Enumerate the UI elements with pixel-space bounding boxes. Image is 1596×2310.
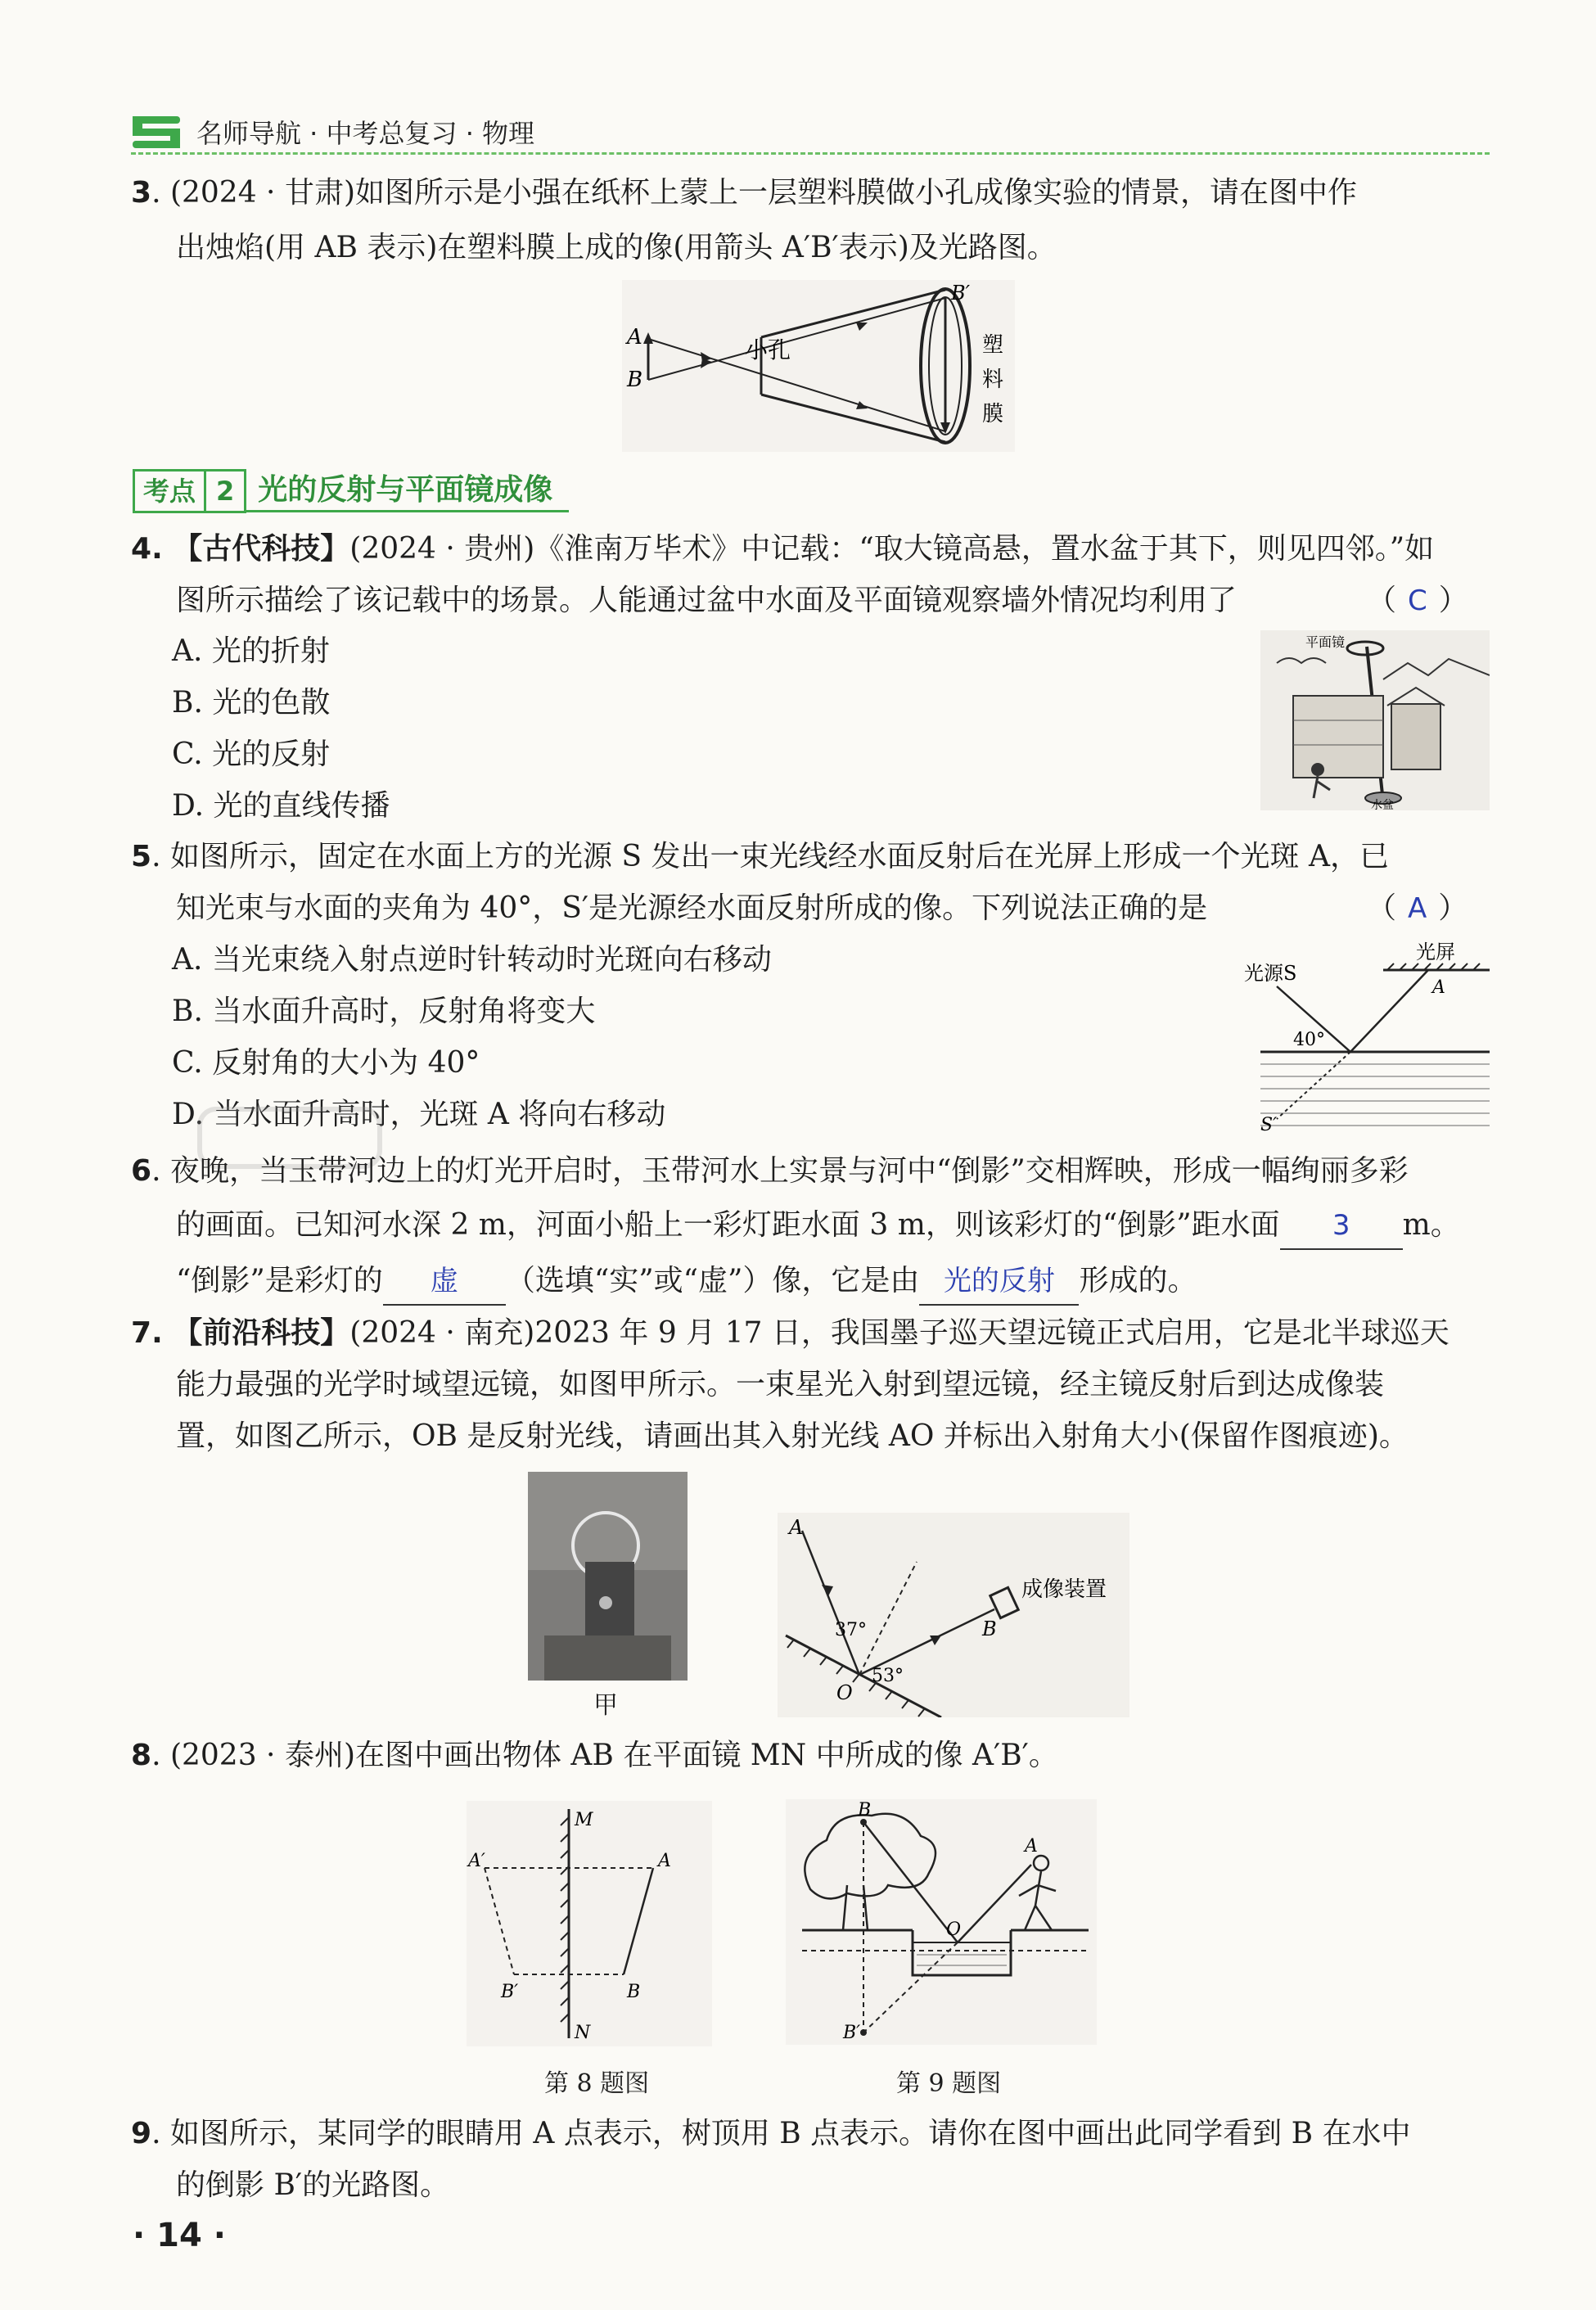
q5-option-d[interactable]: D. 当水面升高时，光斑 A 将向右移动 [172, 1098, 666, 1131]
book-stripes-icon [131, 115, 182, 151]
q6-text1: . 夜晚，当玉带河边上的灯光开启时，玉带河水上实景与河中“倒影”交相辉映，形成一幅绚丽多彩 [151, 1154, 1409, 1188]
q7-line3: 置，如图乙所示，OB 是反射光线，请画出其入射光线 AO 并标出入射角大小(保留作图痕迹)。 [176, 1419, 1409, 1453]
fig9-label-o: O [946, 1920, 962, 1940]
q4-option-c[interactable]: C. 光的反射 [172, 738, 331, 771]
fig3-label-a: A [627, 325, 642, 350]
q6-number: 6 [131, 1154, 152, 1188]
fig3-film1: 塑 [982, 333, 1004, 358]
fig3-label-bp: B′ [951, 282, 971, 305]
q3-figure [622, 280, 1015, 452]
section-heading [133, 468, 569, 514]
page-number: · 14 · [133, 2217, 226, 2254]
section-kaodian: 考点 [133, 469, 206, 513]
q8-text1: . (2023 · 泰州)在图中画出物体 AB 在平面镜 MN 中所成的像 A′B′。 [151, 1739, 1058, 1772]
q3-text1: . (2024 · 甘肃)如图所示是小强在纸杯上蒙上一层塑料膜做小孔成像实验的情景，请在图中作 [151, 176, 1357, 210]
fig8-label-bp: B′ [501, 1982, 519, 2002]
fig5-image: S′ [1260, 1115, 1278, 1134]
q4-tag: . 【古代科技】 [151, 532, 350, 566]
q6-line2 [176, 1200, 1460, 1251]
q6-text3c: 形成的。 [1079, 1264, 1197, 1297]
q3-line1 [131, 168, 1357, 219]
fig7-label-b: B [982, 1617, 997, 1640]
fig5-reflected-ray [1350, 970, 1428, 1052]
fig4-wall [1293, 696, 1383, 778]
fig5-angle: 40° [1293, 1030, 1325, 1050]
q5-line1 [131, 832, 1389, 882]
q7-tag: . 【前沿科技】 [151, 1316, 350, 1350]
fig8-label-ap: A′ [468, 1851, 485, 1871]
q6-blank2[interactable] [383, 1265, 506, 1306]
fig3-film3: 膜 [982, 402, 1004, 426]
fig5-spot: A [1432, 977, 1445, 998]
fig9-label-b: B [858, 1800, 872, 1820]
fig7-angle1: 37° [835, 1620, 867, 1640]
fig4-person-head [1311, 763, 1324, 776]
q4-text1: (2024 · 贵州)《淮南万毕术》中记载：“取大镜高悬，置水盆于其下，则见四邻。”如 [349, 532, 1435, 566]
q6-text2a: 的画面。已知河水深 2 m，河面小船上一彩灯距水面 3 m，则该彩灯的“倒影”距水面 [176, 1208, 1280, 1242]
fig8-label-n: N [575, 2023, 591, 2043]
fig5-source: 光源S [1244, 962, 1297, 985]
fig4-basin-label: 水盆 [1371, 799, 1394, 810]
fig8-label-a: A [658, 1851, 671, 1871]
q8-line1 [131, 1730, 1058, 1781]
fig4-house [1391, 704, 1440, 769]
q4-number: 4 [131, 532, 152, 566]
header-logo [131, 115, 182, 151]
q4-option-d[interactable]: D. 光的直线传播 [172, 789, 390, 823]
q8-caption: 第 8 题图 [544, 2069, 650, 2098]
fig9-label-a: A [1025, 1836, 1038, 1857]
fig7-device-label: 成像装置 [1021, 1577, 1107, 1602]
fig8-label-b: B [627, 1982, 641, 2002]
fig9-point-bp [860, 2029, 867, 2036]
fig3-hole: 小孔 [745, 336, 791, 363]
q9-line1 [131, 2109, 1411, 2159]
q5-option-a[interactable]: A. 当光束绕入射点逆时针转动时光斑向右移动 [172, 943, 772, 977]
q7-figure-jia-caption: 甲 [593, 1691, 618, 1720]
q8-figure [467, 1801, 712, 2046]
q6-blank3[interactable] [919, 1265, 1079, 1306]
q6-line1 [131, 1146, 1409, 1197]
q7-line2: 能力最强的光学时域望远镜，如图甲所示。一束星光入射到望远镜，经主镜反射后到达成像装 [176, 1368, 1385, 1401]
q6-text3a: “倒影”是彩灯的 [176, 1264, 383, 1297]
fig7-angle2: 53° [872, 1666, 904, 1686]
fig5-virtual-ray [1277, 1052, 1350, 1119]
q6-answer2: 虚 [430, 1265, 458, 1297]
q7-text1: (2024 · 南充)2023 年 9 月 17 日，我国墨子巡天望远镜正式启用，它是北半球巡天 [349, 1316, 1449, 1350]
q7-line1 [131, 1308, 1449, 1359]
q9-caption: 第 9 题图 [896, 2069, 1002, 2098]
fig4-mirror-label: 平面镜 [1305, 634, 1346, 650]
fig5-water-lines [1260, 1064, 1490, 1126]
q4-option-b[interactable]: B. 光的色散 [172, 686, 331, 720]
q4-figure [1260, 630, 1490, 810]
q5-text1: . 如图所示，固定在水面上方的光源 S 发出一束光线经水面反射后在光屏上形成一个光斑 A，已 [151, 840, 1389, 873]
q6-text2b: m。 [1402, 1208, 1460, 1242]
q7-figure-jia [528, 1472, 688, 1681]
fig7-label-a: A [789, 1516, 804, 1539]
header-title: 名师导航 · 中考总复习 · 物理 [196, 118, 535, 149]
q5-answer-paren [1367, 883, 1468, 934]
fig3-film2: 料 [982, 368, 1004, 392]
q5-line2: 知光束与水面的夹角为 40°，S′是光源经水面反射所成的像。下列说法正确的是 [176, 891, 1208, 925]
header-rule [131, 152, 1490, 155]
q6-line3 [176, 1256, 1197, 1306]
q5-figure [1244, 937, 1490, 1134]
fig5-screen-label: 光屏 [1416, 941, 1455, 963]
q9-number: 9 [131, 2117, 152, 2150]
q9-line2: 的倒影 B′的光路图。 [176, 2168, 450, 2202]
q6-blank1[interactable] [1280, 1209, 1403, 1250]
section-num: 2 [206, 469, 246, 513]
q5-option-b[interactable]: B. 当水面升高时，反射角将变大 [172, 995, 596, 1028]
q7-figure-yi [778, 1513, 1129, 1717]
q4-answer: C [1408, 584, 1427, 617]
q4-paren-close: ） [1438, 584, 1468, 617]
q4-line2: 图所示描绘了该记载中的场景。人能通过盆中水面及平面镜观察墙外情况均利用了 [176, 584, 1238, 617]
q5-paren-close: ） [1438, 891, 1468, 925]
fig3-label-b: B [627, 368, 643, 392]
q3-line2: 出烛焰(用 AB 表示)在塑料膜上成的像(用箭头 A′B′表示)及光路图。 [176, 231, 1057, 264]
q4-paren-open: （ [1367, 584, 1397, 617]
q5-number: 5 [131, 840, 152, 873]
q9-text1: . 如图所示，某同学的眼睛用 A 点表示，树顶用 B 点表示。请你在图中画出此同学看到 B 在水中 [151, 2117, 1411, 2150]
q3-number: 3 [131, 176, 152, 210]
q4-answer-paren [1367, 575, 1468, 626]
q6-answer3: 光的反射 [943, 1265, 1055, 1297]
fig9-label-bp: B′ [843, 2023, 861, 2043]
section-title: 光的反射与平面镜成像 [246, 471, 569, 512]
q5-answer: A [1408, 892, 1427, 925]
q6-answer1: 3 [1332, 1209, 1350, 1242]
q4-line1 [131, 524, 1434, 575]
q8-number: 8 [131, 1739, 152, 1772]
q5-option-c[interactable]: C. 反射角的大小为 40° [172, 1046, 480, 1080]
fig7-label-o: O [836, 1681, 853, 1704]
q6-text3b: （选填“实”或“虚”）像，它是由 [505, 1264, 920, 1297]
q9-figure [786, 1799, 1097, 2045]
q4-option-a[interactable]: A. 光的折射 [172, 634, 330, 668]
q5-paren-open: （ [1367, 891, 1397, 925]
fig8-label-m: M [575, 1810, 593, 1830]
q7-number: 7 [131, 1316, 152, 1350]
